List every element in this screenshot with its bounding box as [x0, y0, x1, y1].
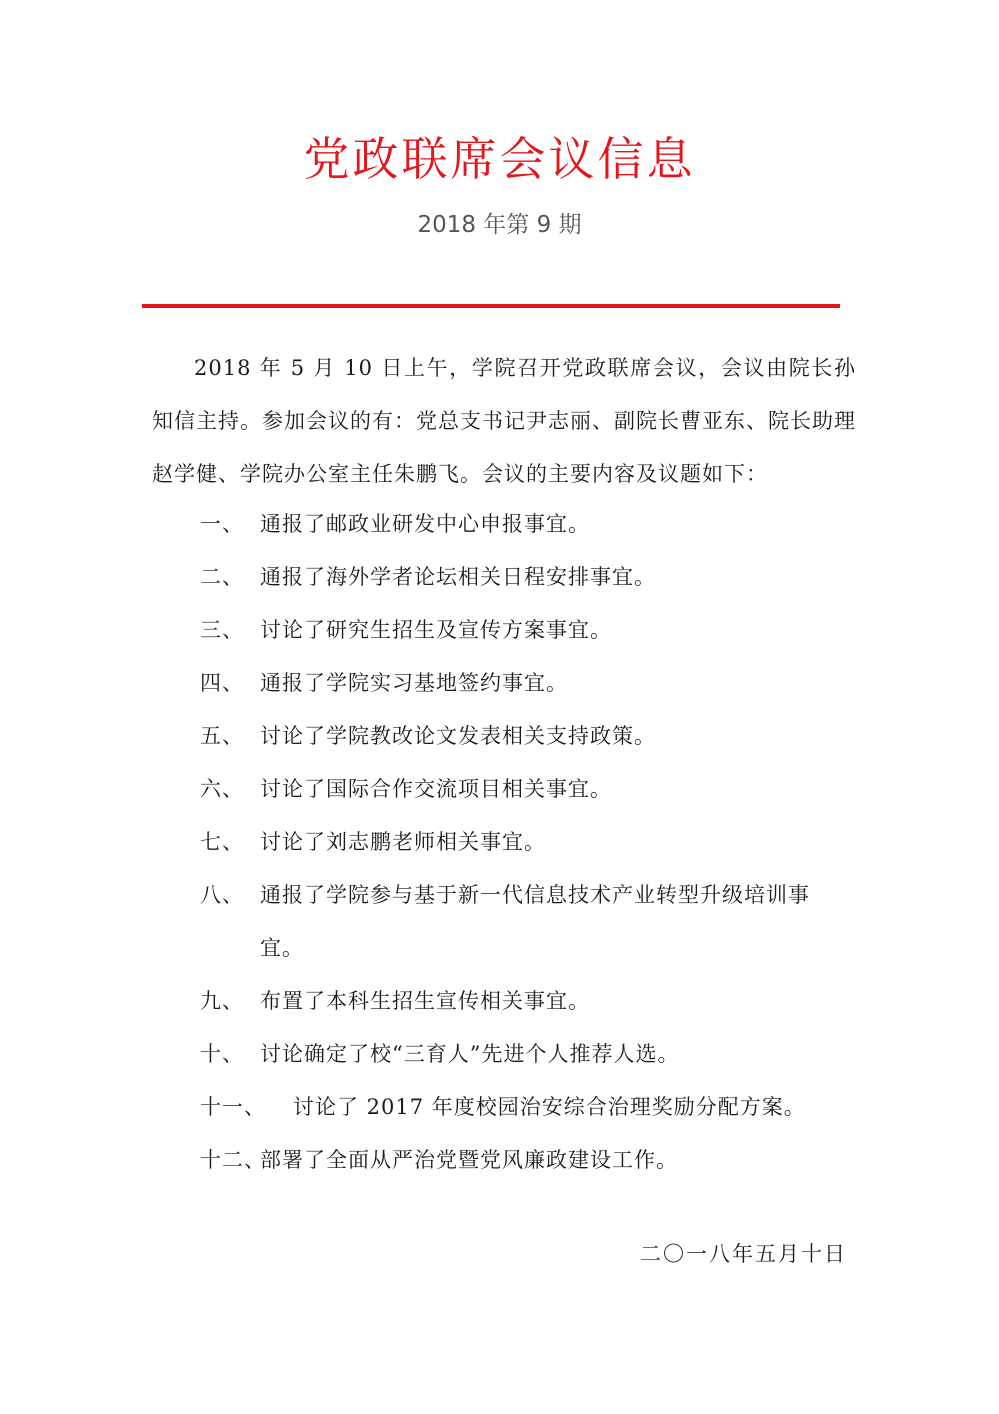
agenda-item-8 — [200, 869, 850, 975]
agenda-item-text: 通报了海外学者论坛相关日程安排事宜。 — [260, 565, 656, 589]
agenda-item-text: 布置了本科生招生宣传相关事宜。 — [260, 989, 590, 1013]
agenda-item-4 — [200, 657, 850, 710]
agenda-item-number: 五、 — [200, 724, 244, 748]
issue-number: 2018 年第 9 期 — [417, 212, 582, 238]
agenda-item-5 — [200, 710, 850, 763]
agenda-item-2 — [200, 551, 850, 604]
agenda-item-number: 四、 — [200, 671, 244, 695]
agenda-item-11 — [200, 1081, 850, 1134]
intro-paragraph: 2018 年 5 月 10 日上午，学院召开党政联席会议，会议由院长孙知信主持。参加会议的有：党总支书记尹志丽、副院长曹亚东、院长助理赵学健、学院办公室主任朱鹏飞。会议的主要内容及议题如下： — [152, 356, 856, 486]
agenda-item-text: 讨论了学院教改论文发表相关支持政策。 — [260, 724, 656, 748]
agenda-item-number: 八、 — [200, 883, 244, 907]
agenda-item-10 — [200, 1028, 850, 1081]
agenda-item-number: 九、 — [200, 989, 244, 1013]
agenda-item-text: 讨论了国际合作交流项目相关事宜。 — [260, 777, 612, 801]
agenda-item-number: 三、 — [200, 618, 244, 642]
agenda-item-number: 二、 — [200, 565, 244, 589]
agenda-item-number: 六、 — [200, 777, 244, 801]
agenda-item-text: 讨论了刘志鹏老师相关事宜。 — [260, 830, 546, 854]
agenda-item-text: 讨论了 2017 年度校园治安综合治理奖励分配方案。 — [293, 1095, 806, 1119]
agenda-item-number: 七、 — [200, 830, 244, 854]
agenda-item-9 — [200, 975, 850, 1028]
document-date: 二〇一八年五月十日 — [640, 1242, 847, 1266]
agenda-item-7 — [200, 816, 850, 869]
agenda-item-number: 十、 — [200, 1042, 244, 1066]
agenda-item-text: 通报了邮政业研发中心申报事宜。 — [260, 512, 590, 536]
red-divider-line — [142, 304, 840, 308]
agenda-item-text: 讨论了研究生招生及宣传方案事宜。 — [260, 618, 612, 642]
agenda-item-3 — [200, 604, 850, 657]
agenda-list — [200, 498, 850, 1187]
document-title: 党政联席会议信息 — [303, 132, 696, 186]
agenda-item-text: 通报了学院参与基于新一代信息技术产业转型升级培训事宜。 — [260, 883, 810, 960]
agenda-item-12 — [200, 1134, 850, 1187]
agenda-item-number: 一、 — [200, 512, 244, 536]
agenda-item-text: 讨论确定了校“三育人”先进个人推荐人选。 — [260, 1042, 680, 1066]
agenda-item-1 — [200, 498, 850, 551]
agenda-item-text: 部署了全面从严治党暨党风廉政建设工作。 — [260, 1148, 678, 1172]
agenda-item-text: 通报了学院实习基地签约事宜。 — [260, 671, 568, 695]
agenda-item-number: 十一、 — [200, 1095, 266, 1119]
agenda-item-number: 十二、 — [200, 1148, 266, 1172]
agenda-item-6 — [200, 763, 850, 816]
